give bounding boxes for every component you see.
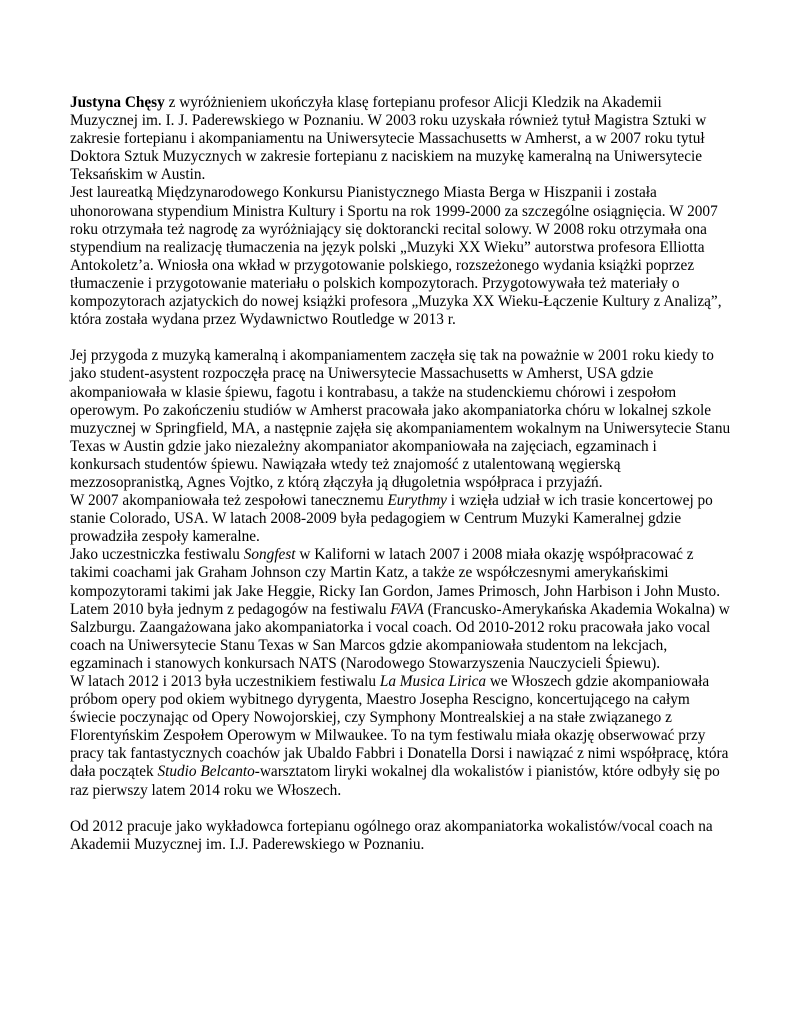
- paragraph-current-position: Od 2012 pracuje jako wykładowca fortepianu ogólnego oraz akompaniatorka wokalistów/vocal coach na Akademii Muzycznej im. I.J. Paderewskiego w Poznaniu.: [70, 817, 713, 853]
- eurythmy-name: Eurythmy: [387, 492, 447, 510]
- la-musica-lirica-name: La Musica Lirica: [379, 673, 487, 690]
- paragraph-education-text: z wyróżnieniem ukończyła klasę fortepianu profesor Alicji Kledzik na Akademii Muzycznej im. I. J. Paderewskiego w Poznaniu. W 2003 roku uzyskała również tytuł Magistra Sztuki w zakresie fortepianu i akompaniamentu na Uniwersytecie Massachusetts w Amherst, a w 2007 roku tytuł Doktora Sztuk Muzycznych w zakresie fortepianu z naciskiem na muzykę kameralną na Uniwersytecie Teksańskim w Austin.: [70, 94, 707, 184]
- eurythmy-text-a: W 2007 akompaniowała też zespołowi tanecznemu: [70, 492, 388, 510]
- studio-belcanto-name: Studio Belcanto: [157, 763, 255, 781]
- paragraph-awards: Jest laureatką Międzynarodowego Konkursu Pianistycznego Miasta Berga w Hiszpanii i została uhonorowana stypendium Ministra Kultury i Sportu na rok 1999-2000 za szczególne osiągnięcia. W 2007 roku otrzymała też nagrodę za wyróżniający się doktorancki recital solowy. W 2008 roku otrzymała ona stypendium na realizację tłumaczenia na język polski „Muzyki XX Wieku” autorstwa profesora Elliotta Antokoletz’a. Wniosła ona wkład w przygotowanie polskiego, rozszeżonego wydania książki poprzez tłumaczenie i przygotowanie materiału o polskich kompozytorach. Przygotowywała też materiały o kompozytorach azjatyckich do nowej książki profesora „Muzyka XX Wieku-Łączenie Kultury z Analizą”, która została wydana przez Wydawnictwo Routledge w 2013 r.: [70, 184, 722, 329]
- paragraph-chamber-music: Jej przygoda z muzyką kameralną i akompaniamentem zaczęła się tak na poważnie w 2001 roku kiedy to jako student-asystent rozpoczęła pracę na Uniwersytecie Massachusetts w Amherst, USA gdzie akompaniowała w klasie śpiewu, fagotu i kontrabasu, a także na studenckiemu chórowi i zespołom operowym. Po zakończeniu studiów w Amherst pracowała jako akompaniatorka chóru w lokalnej szkole muzycznej w Springfield, MA, a następnie zajęła się akompaniamentem wokalnym na Uniwersytecie Stanu Texas w Austin gdzie jako niezależny akompaniator akompaniowała na zajęciach, egzaminach i konkursach studentów śpiewu. Nawiązała wtedy też znajomość z utalentowaną węgierską mezzosopranistką, Agnes Vojtko, z którą złączyła ją długoletnia współpraca i przyjaźń.: [70, 347, 731, 491]
- paragraph-songfest: [70, 546, 731, 600]
- paragraph-musica-lirica: [70, 673, 731, 800]
- paragraph-gap: [70, 800, 731, 818]
- lirica-text-c: -warsztatom liryki wokalnej dla wokalistów i pianistów, które odbyły się po raz pierwszy latem 2014 roku we Włoszech.: [70, 763, 720, 799]
- paragraph-eurythmy: [70, 492, 731, 546]
- fava-text-b: (Francusko-Amerykańska Akademia Wokalna) w Salzburgu. Zaangażowana jako akompaniatorka i vocal coach. Od 2010-2012 roku pracowała jako vocal coach na Uniwersytecie Stanu Texas w San Marcos gdzie akompaniowała studentom na lekcjach, egzaminach i stanowych konkursach NATS (Narodowego Stowarzyszenia Nauczycieli Śpiewu).: [70, 600, 730, 672]
- lirica-text-a: W latach 2012 i 2013 była uczestnikiem festiwalu: [70, 673, 380, 690]
- fava-text-a: Latem 2010 była jednym z pedagogów na festiwalu: [70, 600, 391, 618]
- songfest-name: Songfest: [243, 546, 296, 564]
- paragraph-gap: [70, 329, 731, 347]
- eurythmy-text-b: i wzięła udział w ich trasie koncertowej po stanie Colorado, USA. W latach 2008-2009 była pedagogiem w Centrum Muzyki Kameralnej gdzie prowadziła zespoły kameralne.: [70, 492, 713, 546]
- songfest-text-a: Jako uczestniczka festiwalu: [70, 546, 244, 564]
- songfest-text-b: w Kaliforni w latach 2007 i 2008 miała okazję współpracować z takimi coachami jak Graham Johnson czy Martin Katz, a także ze współczesnymi amerykańskimi kompozytorami takimi jak Jake Heggie, Ricky Ian Gordon, James Primosch, John Harbison i John Musto.: [70, 546, 721, 600]
- fava-name: FAVA: [390, 600, 424, 618]
- artist-name: Justyna Chęsy: [70, 94, 165, 111]
- paragraph-education: [70, 94, 731, 184]
- lirica-text-b: we Włoszech gdzie akompaniowała próbom opery pod okiem wybitnego dyrygenta, Maestro Josepha Rescigno, koncertującego na całym świecie poczynając od Opery Nowojorskiej, czy Symphony Montrealskiej a na stałe związanego z Florentyńskim Zespołem Operowym w Milwaukee. To na tym festiwalu miała okazję obserwować przy pracy tak fantastycznych coachów jak Ubaldo Fabbri i Donatella Dorsi i nawiązać z nimi współpracę, która dała początek: [70, 673, 729, 781]
- paragraph-fava: [70, 601, 731, 673]
